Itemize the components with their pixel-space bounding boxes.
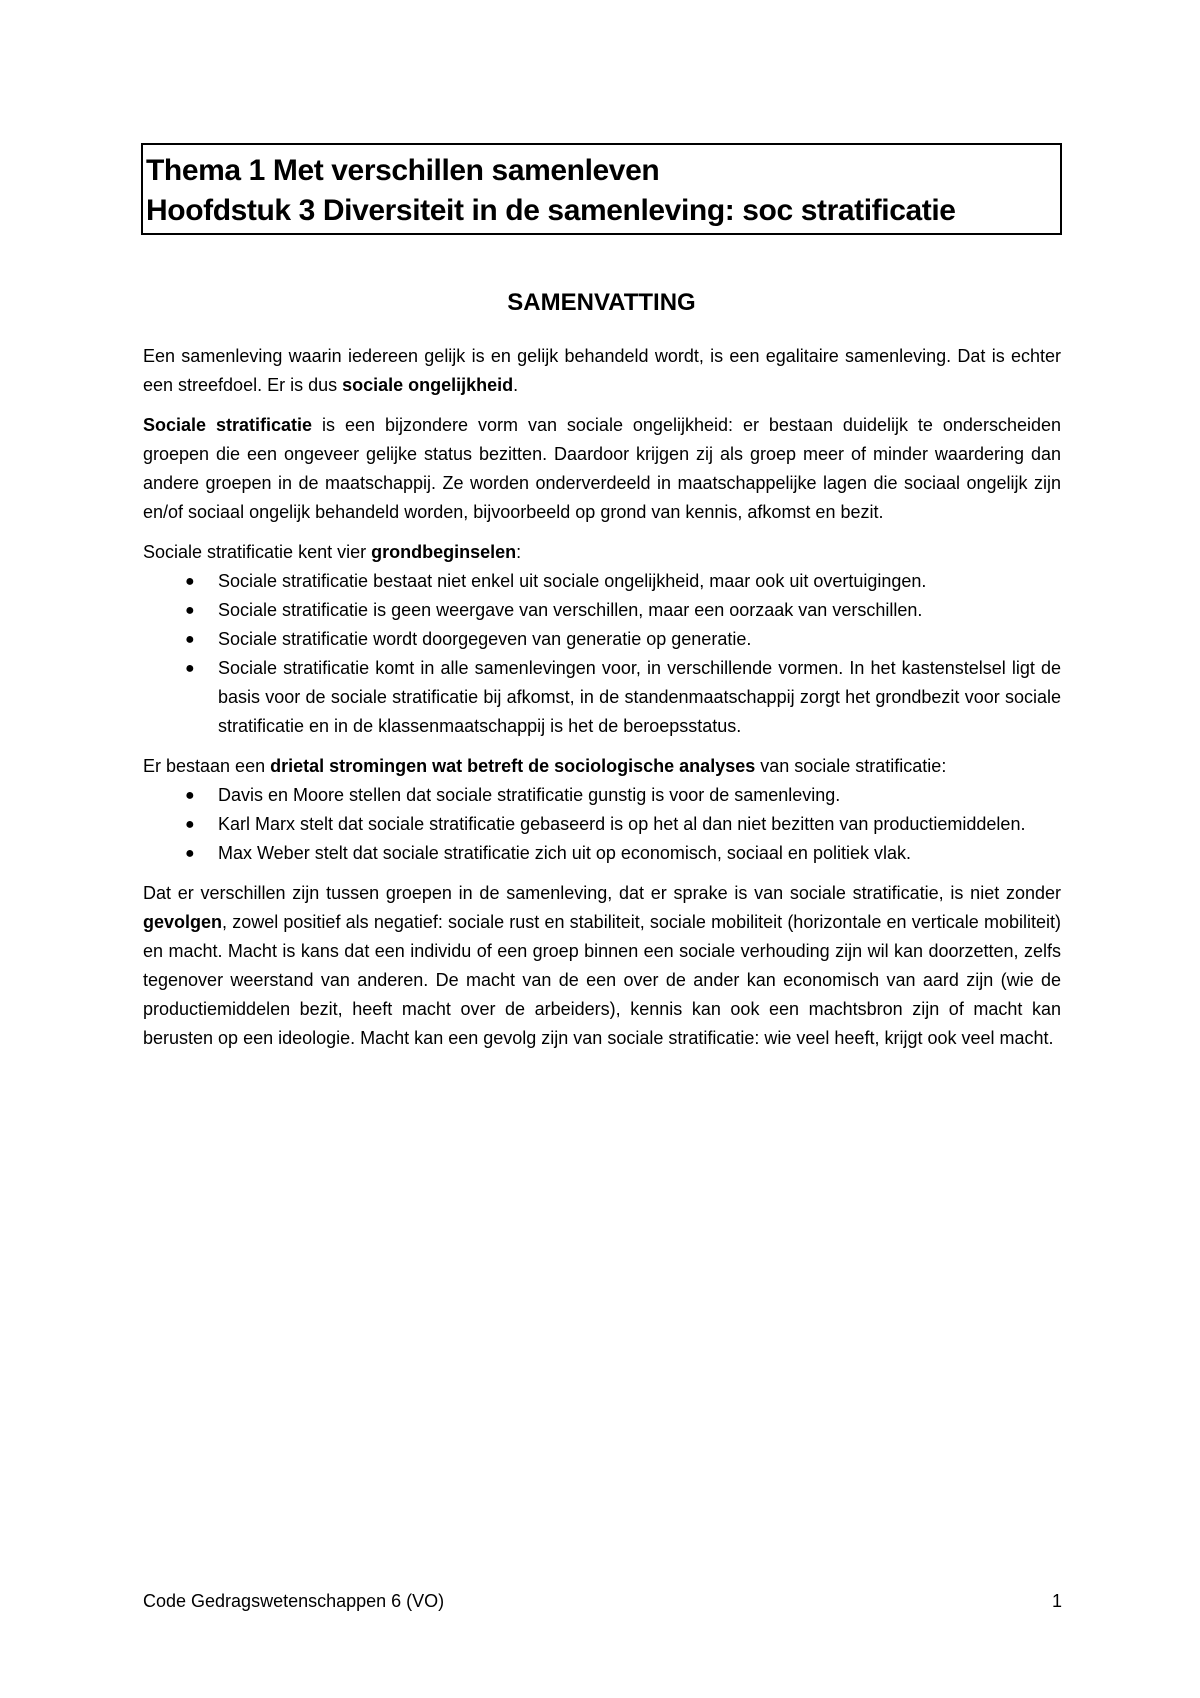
footer-course-code: Code Gedragswetenschappen 6 (VO) (143, 1591, 445, 1611)
paragraph-intro (143, 342, 1061, 400)
list-item (143, 596, 1061, 625)
list-item-text: Max Weber stelt dat sociale stratificatie zich uit op economisch, sociaal en politiek vlak. (218, 843, 911, 863)
list-item (143, 839, 1061, 868)
bullet-icon: ● (185, 631, 195, 648)
list-item (143, 625, 1061, 654)
list-item-text: Karl Marx stelt dat sociale stratificatie gebaseerd is op het al dan niet bezitten van productiemiddelen. (218, 814, 1026, 834)
bold-term: Sociale stratificatie (143, 415, 313, 435)
paragraph-text: van sociale stratificatie: (755, 756, 947, 776)
theme-title: Thema 1 Met verschillen samenleven (146, 154, 660, 187)
list-item (143, 810, 1061, 839)
bold-term: sociale ongelijkheid (342, 375, 514, 395)
paragraph-text: is een bijzondere vorm van sociale ongelijkheid: er bestaan duidelijk te onderscheiden groepen die een ongeveer gelijke status bezitten. Daardoor krijgen zij als groep meer of minder waardering dan andere groepen in de maatschappij. Ze worden onderverdeeld in maatschappelijke lagen die sociaal ongelijk zijn en/of sociaal ongelijk behandeld worden, bijvoorbeeld op grond van kennis, afkomst en bezit. (143, 415, 1061, 522)
currents-list (143, 781, 1061, 868)
paragraph-text: Er bestaan een (143, 756, 271, 776)
list-item (143, 654, 1061, 741)
paragraph-text: Dat er verschillen zijn tussen groepen in de samenleving, dat er sprake is van sociale stratificatie, is niet zonder (143, 883, 1061, 903)
paragraph-text: : (516, 542, 522, 562)
paragraph-text: Sociale stratificatie kent vier (143, 542, 372, 562)
title-box (141, 143, 1062, 235)
paragraph-text: . (513, 375, 519, 395)
bullet-icon: ● (185, 816, 195, 833)
list-item (143, 567, 1061, 596)
bullet-icon: ● (185, 787, 195, 804)
paragraph-text: Een samenleving waarin iedereen gelijk is en gelijk behandeld wordt, is een egalitaire samenleving. Dat is echter een streefdoel. Er is dus (143, 346, 1061, 395)
document-body (143, 342, 1061, 1064)
bullet-icon: ● (185, 660, 195, 677)
list-item-text: Sociale stratificatie is geen weergave van verschillen, maar een oorzaak van verschillen. (218, 600, 923, 620)
list-item-text: Sociale stratificatie komt in alle samenlevingen voor, in verschillende vormen. In het kastenstelsel ligt de basis voor de sociale stratificatie bij afkomst, in de standenmaatschappij zorgt het grondbezit voor sociale stratificatie en in de klassenmaatschappij is het de beroepsstatus. (218, 658, 1061, 736)
paragraph-consequences (143, 879, 1061, 1053)
paragraph-principles (143, 538, 1061, 567)
principles-list (143, 567, 1061, 741)
paragraph-text: , zowel positief als negatief: sociale rust en stabiliteit, sociale mobiliteit (horizontale en verticale mobiliteit) en macht. Macht is kans dat een individu of een groep binnen een sociale verhouding zijn wil kan doorzetten, zelfs tegenover weerstand van anderen. De macht van de een over de ander kan economisch van aard zijn (wie de productiemiddelen bezit, heeft macht over de arbeiders), kennis kan ook een machtsbron zijn of macht kan berusten op een ideologie. Macht kan een gevolg zijn van sociale stratificatie: wie veel heeft, krijgt ook veel macht. (143, 912, 1061, 1048)
list-item-text: Sociale stratificatie wordt doorgegeven van generatie op generatie. (218, 629, 752, 649)
bullet-icon: ● (185, 573, 195, 590)
list-item (143, 781, 1061, 810)
bold-term: gevolgen (143, 912, 223, 932)
bold-term: grondbeginselen (371, 542, 517, 562)
paragraph-currents (143, 752, 1061, 781)
list-item-text: Davis en Moore stellen dat sociale stratificatie gunstig is voor de samenleving. (218, 785, 841, 805)
bullet-icon: ● (185, 845, 195, 862)
bold-term: drietal stromingen wat betreft de sociologische analyses (270, 756, 756, 776)
summary-heading: SAMENVATTING (507, 289, 696, 316)
bullet-icon: ● (185, 602, 195, 619)
chapter-title: Hoofdstuk 3 Diversiteit in de samenleving: soc stratificatie (146, 194, 956, 227)
page-number: 1 (1051, 1591, 1062, 1611)
paragraph-stratification (143, 411, 1061, 527)
list-item-text: Sociale stratificatie bestaat niet enkel uit sociale ongelijkheid, maar ook uit overtuigingen. (218, 571, 927, 591)
